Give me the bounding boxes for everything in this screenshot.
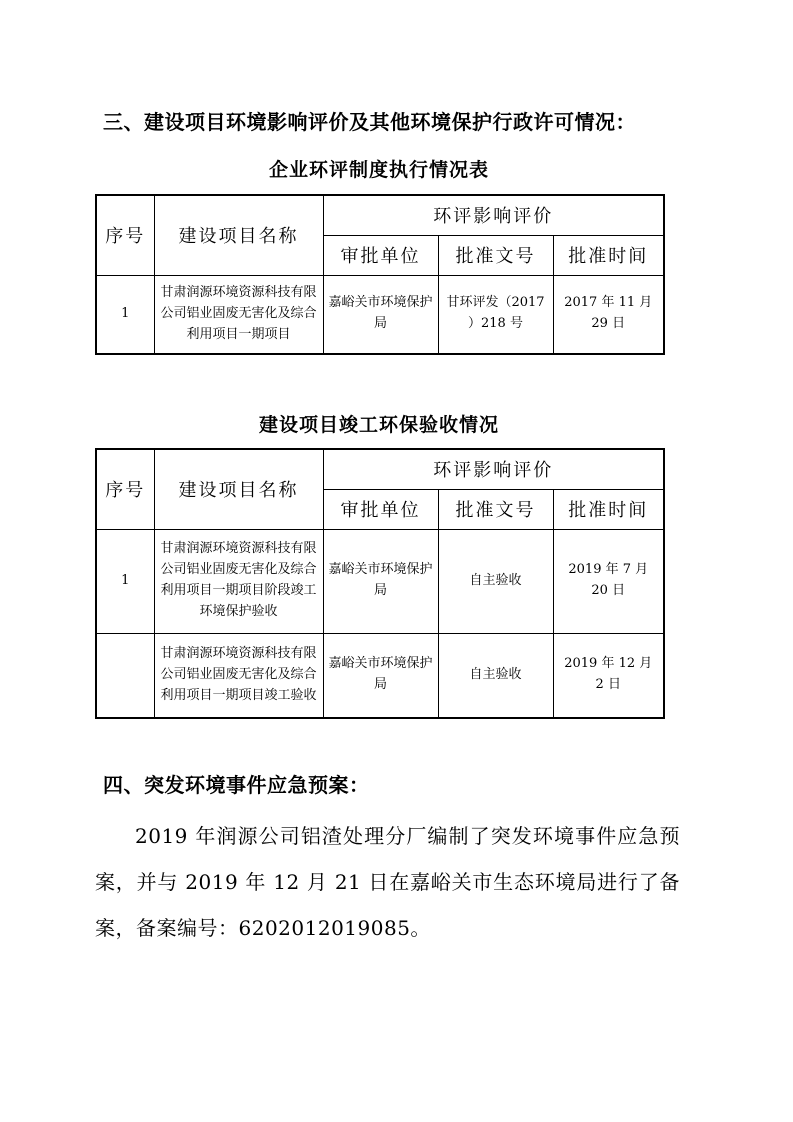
table2-row2-index [96,633,154,718]
section-3-heading: 三、建设项目环境影响评价及其他环境保护行政许可情况： [103,110,636,134]
table2-row1-doc: 自主验收 [438,529,553,633]
table1-header-date: 批准时间 [553,235,664,275]
table2-row1-project: 甘肃润源环境资源科技有限公司铝业固废无害化及综合利用项目一期项目阶段竣工环境保护验收 [154,529,323,633]
table1-eia-execution [95,194,665,355]
table2-row2-doc: 自主验收 [438,633,553,718]
table2-header-unit: 审批单位 [323,489,438,529]
table1-title: 企业环评制度执行情况表 [268,159,489,181]
table2-row1-unit: 嘉峪关市环境保护局 [323,529,438,633]
table2-header-project: 建设项目名称 [154,449,323,529]
page-content [95,108,680,951]
table1-row1-unit: 嘉峪关市环境保护局 [323,275,438,354]
table2-title: 建设项目竣工环保验收情况 [258,414,499,436]
table2-header-doc: 批准文号 [438,489,553,529]
table1-header-doc: 批准文号 [438,235,553,275]
table2-row2-date: 2019 年 12 月 2 日 [553,633,664,718]
table2-header-row-1 [96,449,664,489]
table2-header-group: 环评影响评价 [323,449,664,489]
table2-row-1 [96,529,664,633]
table1-row1-doc: 甘环评发（2017 ）218 号 [438,275,553,354]
table1-row1-project: 甘肃润源环境资源科技有限公司铝业固废无害化及综合利用项目一期项目 [154,275,323,354]
section-4-heading: 四、突发环境事件应急预案： [103,773,370,797]
table1-header-unit: 审批单位 [323,235,438,275]
table2-row1-date: 2019 年 7 月 20 日 [553,529,664,633]
section-4-paragraph: 2019 年润源公司铝渣处理分厂编制了突发环境事件应急预案，并与 2019 年 12 月 21 日在嘉峪关市生态环境局进行了备案，备案编号：6202012019085。 [95,824,680,940]
table2-header-index: 序号 [96,449,154,529]
table1-header-project: 建设项目名称 [154,195,323,275]
table2-row2-project: 甘肃润源环境资源科技有限公司铝业固废无害化及综合利用项目一期项目竣工验收 [154,633,323,718]
table1-header-group: 环评影响评价 [323,195,664,235]
table1-row1-index: 1 [96,275,154,354]
table1-row-1 [96,275,664,354]
table1-header-row-1 [96,195,664,235]
table2-row1-index: 1 [96,529,154,633]
table2-completion-acceptance [95,448,665,719]
table1-row1-date: 2017 年 11 月 29 日 [553,275,664,354]
table1-header-index: 序号 [96,195,154,275]
table2-row-2 [96,633,664,718]
table2-row2-unit: 嘉峪关市环境保护局 [323,633,438,718]
table2-header-date: 批准时间 [553,489,664,529]
